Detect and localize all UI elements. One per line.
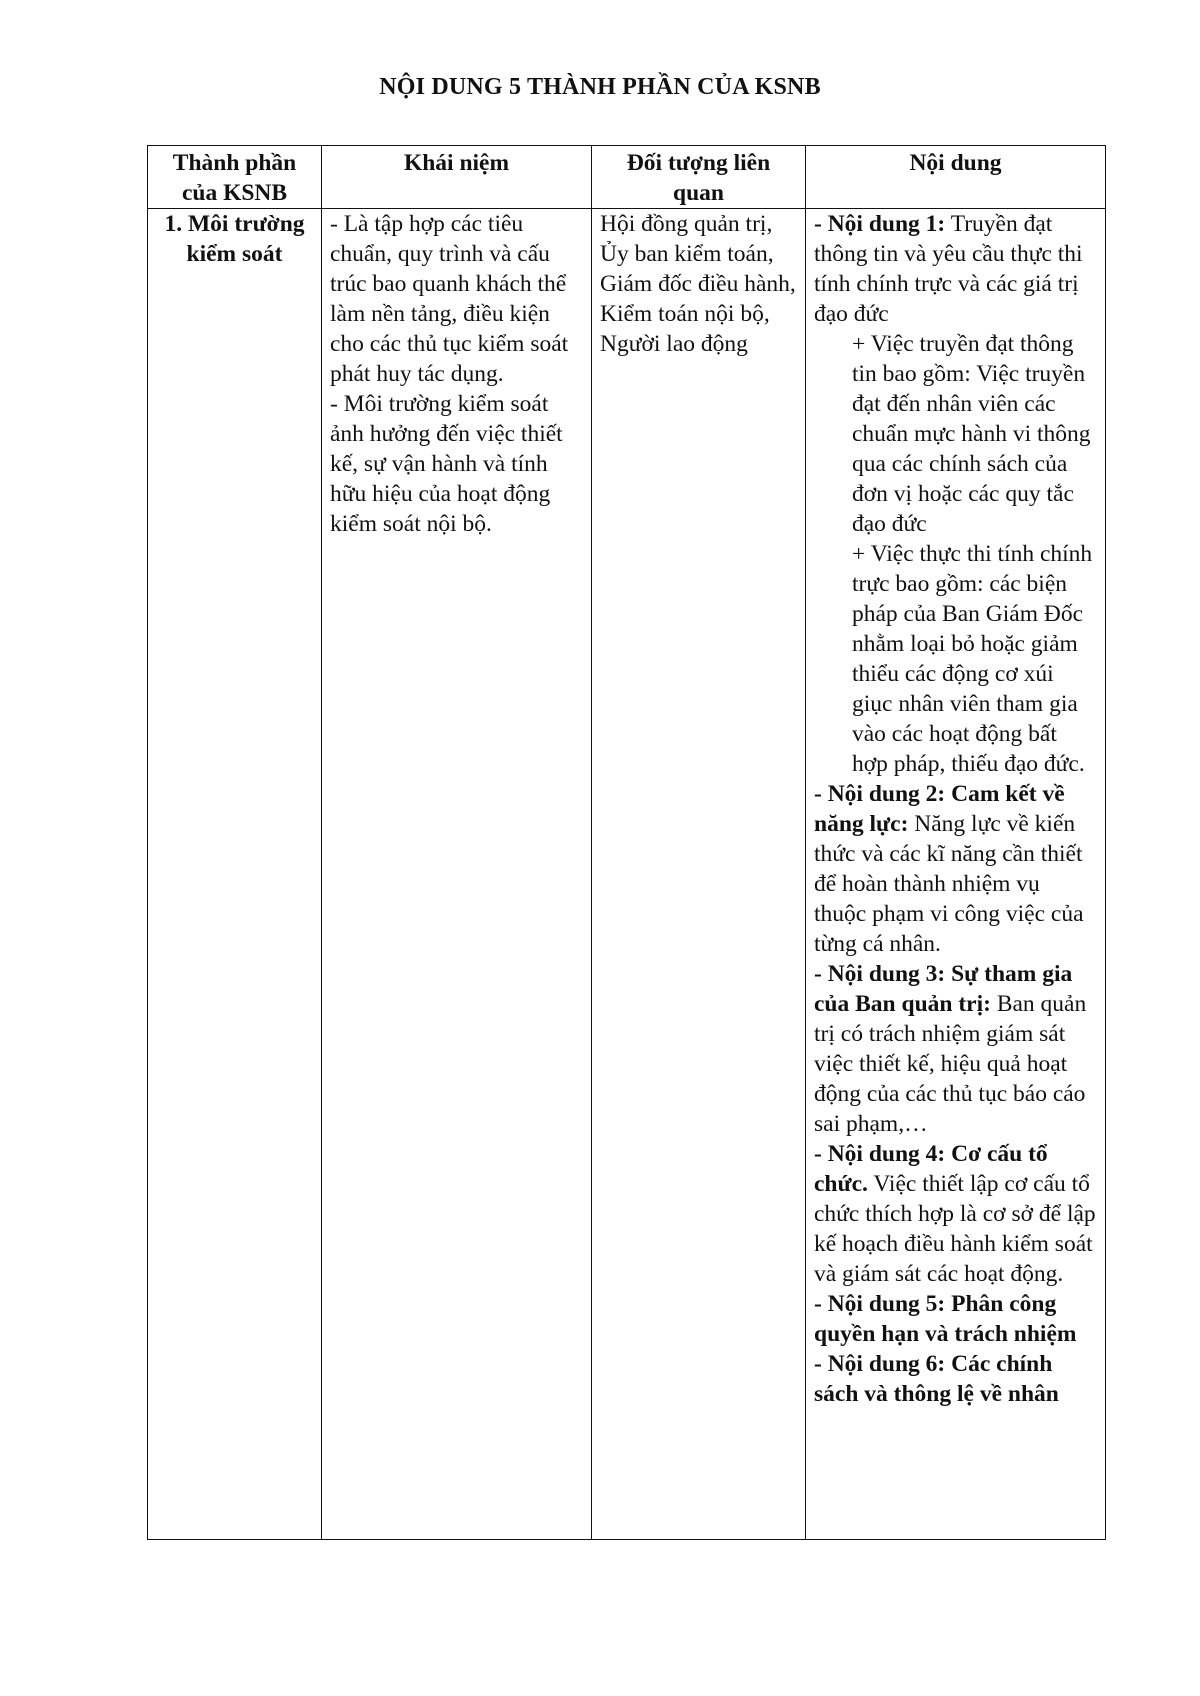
content-item-2-text: Năng lực về kiến thức và các kĩ năng cần thiết để hoàn thành nhiệm vụ thuộc phạm vi công việc của từng cá nhân. <box>814 811 1084 957</box>
header-content: Nội dung <box>806 146 1106 209</box>
content-item-3-label: - Nội dung 3: Sự tham gia của Ban quản trị: <box>814 961 1073 1017</box>
content-item-1-sub-1: + Việc truyền đạt thông tin bao gồm: Việc truyền đạt đến nhân viên các chuẩn mực hành vi thông qua các chính sách của đơn vị hoặc các quy tắc đạo đức <box>852 331 1091 537</box>
cell-component: 1. Môi trường kiểm soát <box>148 209 322 1540</box>
page-title: NỘI DUNG 5 THÀNH PHẦN CỦA KSNB <box>379 74 821 100</box>
header-related-parties: Đối tượng liên quan <box>592 146 806 209</box>
table-header-row <box>148 146 1106 209</box>
cell-related-parties: Hội đồng quản trị, Ủy ban kiểm toán, Giám đốc điều hành, Kiểm toán nội bộ, Người lao động <box>592 209 806 1540</box>
content-item-1-sub-2: + Việc thực thi tính chính trực bao gồm: các biện pháp của Ban Giám Đốc nhằm loại bỏ hoặc giảm thiểu các động cơ xúi giục nhân viên tham gia vào các hoạt động bất hợp pháp, thiếu đạo đức. <box>852 541 1093 777</box>
content-item-5: - Nội dung 5: Phân công quyền hạn và trách nhiệm <box>814 1291 1077 1347</box>
content-item-2-label: - Nội dung 2: Cam kết về năng lực: <box>814 781 1065 837</box>
content-item-1-text: Truyền đạt thông tin và yêu cầu thực thi tính chính trực và các giá trị đạo đức <box>814 211 1083 327</box>
content-item-4-label: - Nội dung 4: Cơ cấu tổ chức. <box>814 1141 1048 1197</box>
table-row <box>148 209 1106 1540</box>
ksnb-table <box>147 145 1106 1540</box>
cell-content <box>806 209 1106 1540</box>
content-item-4-text: Việc thiết lập cơ cấu tổ chức thích hợp là cơ sở để lập kế hoạch điều hành kiểm soát và giám sát các hoạt động. <box>814 1171 1096 1287</box>
header-component: Thành phần của KSNB <box>148 146 322 209</box>
content-item-3-text: Ban quản trị có trách nhiệm giám sát việc thiết kế, hiệu quả hoạt động của các thủ tục báo cáo sai phạm,… <box>814 991 1087 1137</box>
cell-concept <box>322 209 592 1540</box>
content-item-6: - Nội dung 6: Các chính sách và thông lệ về nhân <box>814 1351 1059 1407</box>
concept-paragraph-2: - Môi trường kiểm soát ảnh hưởng đến việc thiết kế, sự vận hành và tính hữu hiệu của hoạt động kiểm soát nội bộ. <box>330 391 563 537</box>
concept-paragraph-1: - Là tập hợp các tiêu chuẩn, quy trình và cấu trúc bao quanh khách thể làm nền tảng, điều kiện cho các thủ tục kiểm soát phát huy tác dụng. <box>330 211 569 387</box>
content-item-1 <box>814 209 1097 329</box>
header-concept: Khái niệm <box>322 146 592 209</box>
content-item-1-label: - Nội dung 1: <box>814 211 946 237</box>
content-item-3 <box>814 959 1097 1139</box>
content-item-2 <box>814 779 1097 959</box>
content-item-4 <box>814 1139 1097 1289</box>
